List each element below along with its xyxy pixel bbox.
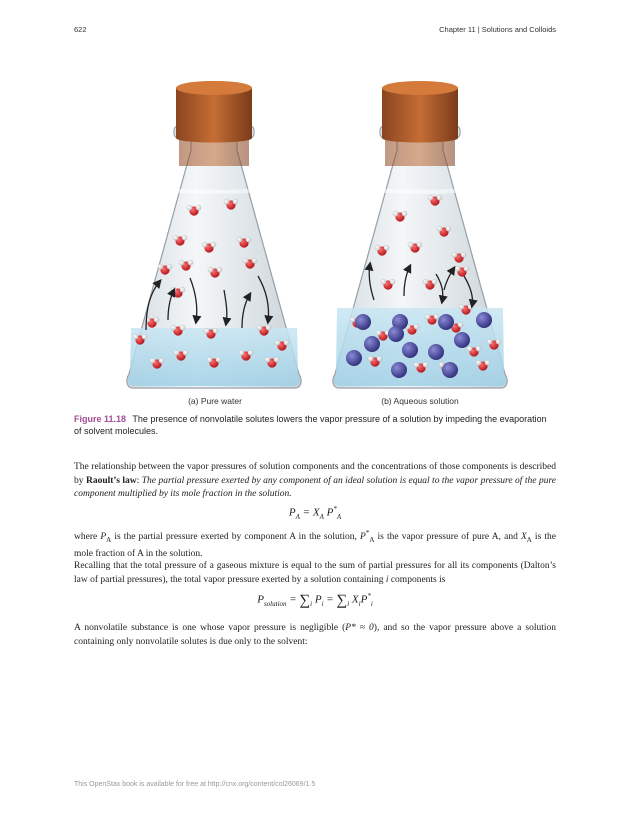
figure-flasks [74,68,556,408]
p1-text: The relationship between the vapor pressures of solution components and the concentrations of those components is described by [74,462,556,486]
raoults-law-definition: The partial pressure exerted by any component of an ideal solution is equal to the vapor pressure of the pure component multiplied by its mole fraction in the solution. [74,475,557,499]
p1-colon: : [136,475,142,486]
p3-text-b: components is [388,574,446,585]
p2-text-c: is the vapor pressure of pure A, and [374,532,521,543]
paragraph-dalton [74,560,556,587]
chapter-header: Chapter 11 | Solutions and Colloids [439,25,556,34]
p4-symbol: P* ≈ 0 [345,623,374,633]
figure-number: Figure 11.18 [74,414,127,424]
p4-text-b: ), and so the vapor pressure above a solution containing only nonvolatile solutes is due only to the solvent: [74,623,556,647]
p2-text-b: is the partial pressure exerted by component A in the solution, [111,532,361,543]
flask-b-label: (b) Aqueous solution [381,396,459,406]
equation-total-pressure: $P_{solution} = \sum_i$ $P_i = \sum_i$ $X_iP^*_i$ [257,592,373,609]
flask-aqueous-solution [333,81,507,388]
footer-note: This OpenStax book is available for free at http://cnx.org/content/col26069/1.5 [74,781,316,788]
p2-text-a: where [74,532,101,543]
p2-text-d: is the mole fraction of A in the solution. [74,532,556,559]
paragraph-nonvolatile [74,622,556,649]
p3-i: i [385,574,389,585]
caption-text: The presence of nonvolatile solutes lowers the vapor pressure of a solution by impeding the evaporation of solvent molecules. [74,414,547,436]
equation-raoult: $P_A = X_A$ $P^*_A$ [288,505,342,521]
page-number: 622 [74,25,87,34]
p3-text-a: Recalling that the total pressure of a gaseous mixture is equal to the sum of partial pressures for all its components (Dalton’s law of partial pressures), the total vapor pressure exerted by a solution containing [74,561,556,585]
paragraph-where: where $P_A$ is the partial pressure exerted by component A in the solution, $P^*_A$ is the vapor pressure of pure A, and $X_A$ is the mole fraction of A in the solution. [74,529,556,559]
flask-a-label: (a) Pure water [188,396,242,406]
figure-caption [74,414,556,437]
raoults-law-term: Raoult’s law [85,475,137,486]
p4-text-a: A nonvolatile substance is one whose vapor pressure is negligible ( [74,623,346,633]
paragraph-raoults-law [74,461,556,502]
